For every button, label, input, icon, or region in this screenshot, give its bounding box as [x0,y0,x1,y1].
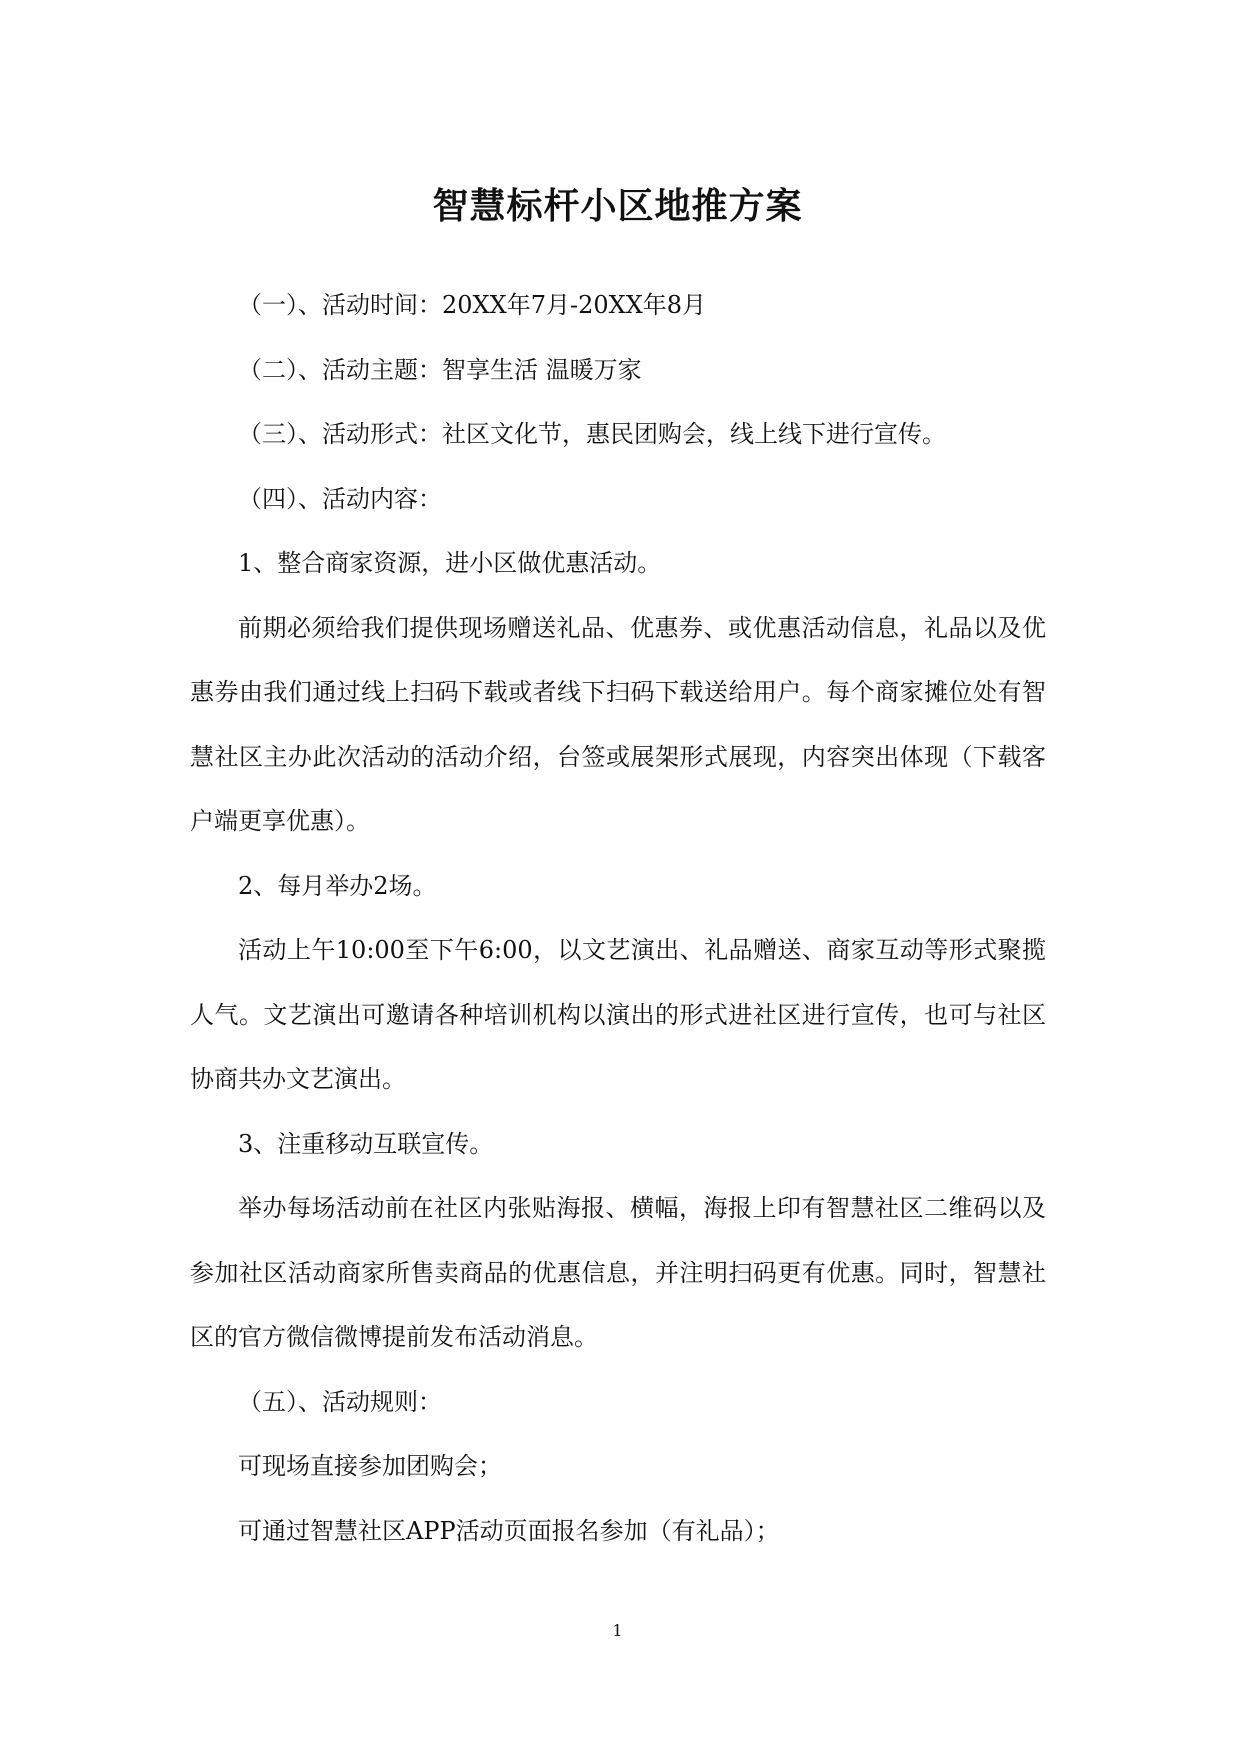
paragraph-item-3-body: 举办每场活动前在社区内张贴海报、横幅，海报上印有智慧社区二维码以及参加社区活动商家所售卖商品的优惠信息，并注明扫码更有优惠。同时，智慧社区的官方微信微博提前发布活动消息。 [190,1194,1046,1351]
paragraph-activity-content-heading: （四）、活动内容： [238,484,442,513]
paragraph-activity-rules-heading: （五）、活动规则： [238,1387,442,1416]
paragraph-item-3-heading: 3、注重移动互联宣传。 [238,1129,494,1158]
paragraph-rule-2: 可通过智慧社区APP活动页面报名参加（有礼品）； [238,1516,780,1545]
paragraph-activity-format: （三）、活动形式：社区文化节，惠民团购会，线上线下进行宣传。 [238,420,946,448]
paragraph-item-1-heading: 1、整合商家资源，进小区做优惠活动。 [238,549,662,577]
paragraph-item-2-heading: 2、每月举办2场。 [238,871,437,900]
document-title: 智慧标杆小区地推方案 [432,185,803,227]
paragraph-item-2-body: 活动上午10:00至下午6:00，以文艺演出、礼品赠送、商家互动等形式聚揽人气。文艺演出可邀请各种培训机构以演出的形式进社区进行宣传，也可与社区协商共办文艺演出。 [190,936,1046,1093]
paragraph-activity-time: （一）、活动时间：20XX年7月-20XX年8月 [238,291,707,319]
paragraph-rule-1: 可现场直接参加团购会； [238,1452,502,1480]
paragraph-activity-theme: （二）、活动主题：智享生活 温暖万家 [238,355,642,384]
paragraph-item-1-body: 前期必须给我们提供现场赠送礼品、优惠券、或优惠活动信息，礼品以及优惠券由我们通过线上扫码下载或者线下扫码下载送给用户。每个商家摊位处有智慧社区主办此次活动的活动介绍，台签或展架形式展现，内容突出体现（下载客户端更享优惠）。 [190,613,1046,835]
page-number: 1 [612,1621,623,1640]
document-body [190,273,1046,1563]
